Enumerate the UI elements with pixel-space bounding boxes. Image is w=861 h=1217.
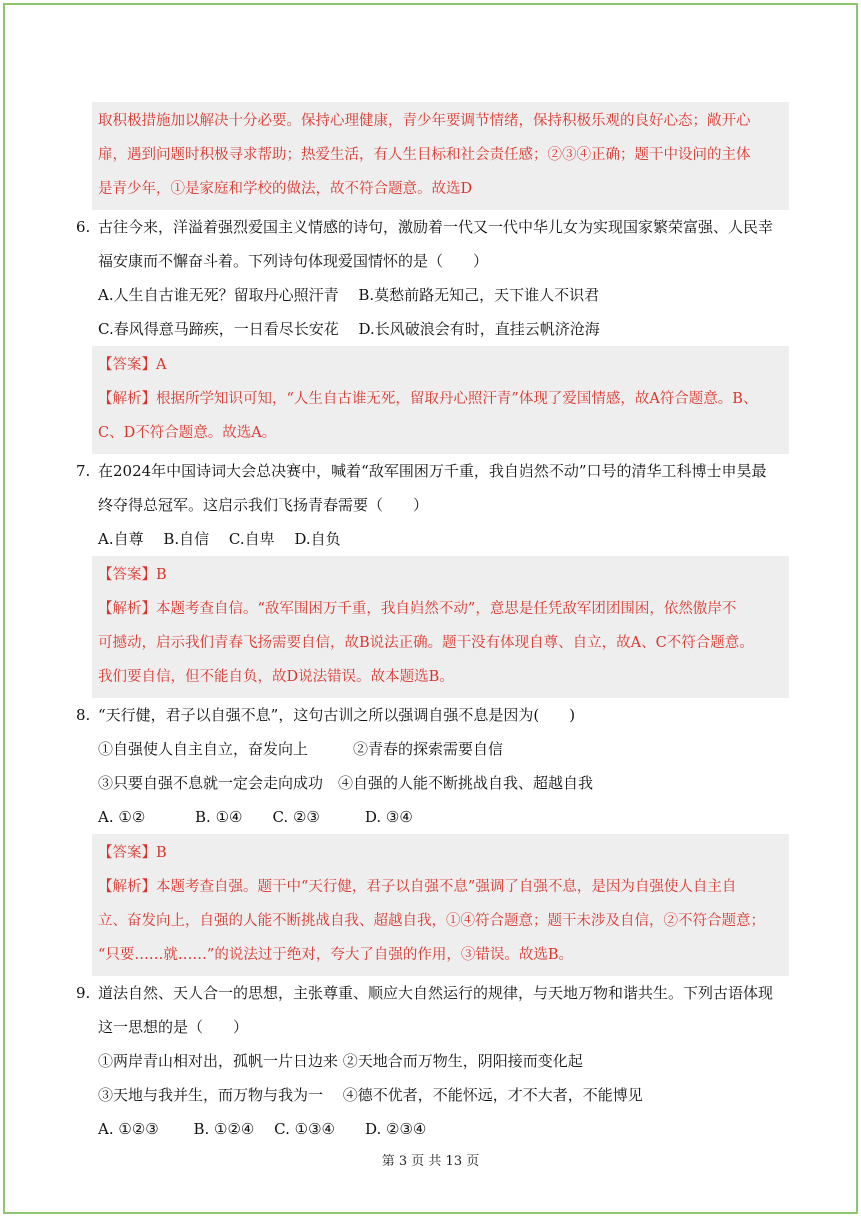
analysis-line: 我们要自信，但不能自负，故D说法错误。故本题选B。 — [98, 669, 454, 685]
question-number: 6. — [76, 218, 91, 236]
explanation-box — [92, 102, 789, 210]
option-line: ①自强使人自主自立，奋发向上 ②青春的探索需要自信 — [98, 740, 504, 758]
question-8 — [76, 698, 785, 834]
question-stem-line: 福安康而不懈奋斗着。下列诗句体现爱国情怀的是（ ） — [98, 252, 489, 270]
option-line: A.人生自古谁无死？留取丹心照汗青 B.莫愁前路无知己，天下谁人不识君 — [98, 286, 600, 304]
answer-line: 【答案】B — [98, 845, 167, 861]
explanation-line: 取积极措施加以解决十分必要。保持心理健康，青少年要调节情绪，保持积极乐观的良好心态；敞开心 — [98, 113, 751, 129]
question-number: 7. — [76, 462, 91, 480]
question-stem-line: 在2024年中国诗词大会总决赛中，喊着“敌军围困万千重，我自岿然不动”口号的清华工科博士申昊最 — [98, 462, 767, 480]
answer-line: 【答案】A — [98, 357, 167, 373]
analysis-line: “只要……就……”的说法过于绝对，夸大了自强的作用，③错误。故选B。 — [98, 947, 573, 963]
analysis-line: 【解析】根据所学知识可知，“人生自古谁无死，留取丹心照汗青”体现了爱国情感，故A符合题意。B、 — [98, 391, 758, 407]
page-footer: 第 3 页 共 13 页 — [381, 1154, 480, 1169]
analysis-line: 【解析】本题考查自强。题干中“天行健，君子以自强不息”强调了自强不息，是因为自强使人自主自 — [98, 879, 737, 895]
option-line: ①两岸青山相对出，孤帆一片日边来 ②天地合而万物生，阴阳接而变化起 — [98, 1052, 583, 1070]
question-number: 8. — [76, 706, 91, 724]
explanation-line: 扉，遇到问题时积极寻求帮助；热爱生活，有人生目标和社会责任感；②③④正确；题干中设问的主体 — [98, 147, 751, 163]
question-stem-line: 终夺得总冠军。这启示我们飞扬青春需要（ ） — [98, 496, 429, 514]
question-stem-line: 古往今来，洋溢着强烈爱国主义情感的诗句，激励着一代又一代中华儿女为实现国家繁荣富强、人民幸 — [98, 218, 774, 236]
question-number: 9. — [76, 984, 91, 1002]
page-content — [76, 102, 785, 1146]
analysis-line: 【解析】本题考查自信。“敌军围困万千重，我自岿然不动”，意思是任凭敌军团团围困，依然傲岸不 — [98, 601, 737, 617]
option-line: A.自尊 B.自信 C.自卑 D.自负 — [98, 530, 341, 548]
answer-line: 【答案】B — [98, 567, 167, 583]
explanation-line: 是青少年，①是家庭和学校的做法，故不符合题意。故选D — [98, 181, 473, 197]
question-9 — [76, 976, 785, 1146]
option-line: A. ①②③ B. ①②④ C. ①③④ D. ②③④ — [98, 1120, 427, 1138]
answer-box — [92, 556, 789, 698]
question-7 — [76, 454, 785, 556]
analysis-line: 可撼动，启示我们青春飞扬需要自信，故B说法正确。题干没有体现自尊、自立，故A、C不符合题意。 — [98, 635, 754, 651]
option-line: C.春风得意马蹄疾，一日看尽长安花 D.长风破浪会有时，直挂云帆济沧海 — [98, 320, 600, 338]
answer-box — [92, 346, 789, 454]
question-stem-line: “天行健，君子以自强不息”，这句古训之所以强调自强不息是因为( ) — [98, 706, 576, 724]
option-line: ③只要自强不息就一定会走向成功 ④自强的人能不断挑战自我、超越自我 — [98, 774, 594, 792]
option-line: ③天地与我并生，而万物与我为一 ④德不优者，不能怀远，才不大者，不能博见 — [98, 1086, 643, 1104]
analysis-line: C、D不符合题意。故选A。 — [98, 425, 277, 441]
option-line: A. ①② B. ①④ C. ②③ D. ③④ — [98, 808, 413, 826]
question-stem-line: 这一思想的是（ ） — [98, 1018, 249, 1036]
question-6 — [76, 210, 785, 346]
analysis-line: 立、奋发向上，自强的人能不断挑战自我、超越自我，①④符合题意；题干未涉及自信，②不符合题意； — [98, 913, 765, 929]
answer-box — [92, 834, 789, 976]
question-stem-line: 道法自然、天人合一的思想，主张尊重、顺应大自然运行的规律，与天地万物和谐共生。下列古语体现 — [98, 984, 774, 1002]
